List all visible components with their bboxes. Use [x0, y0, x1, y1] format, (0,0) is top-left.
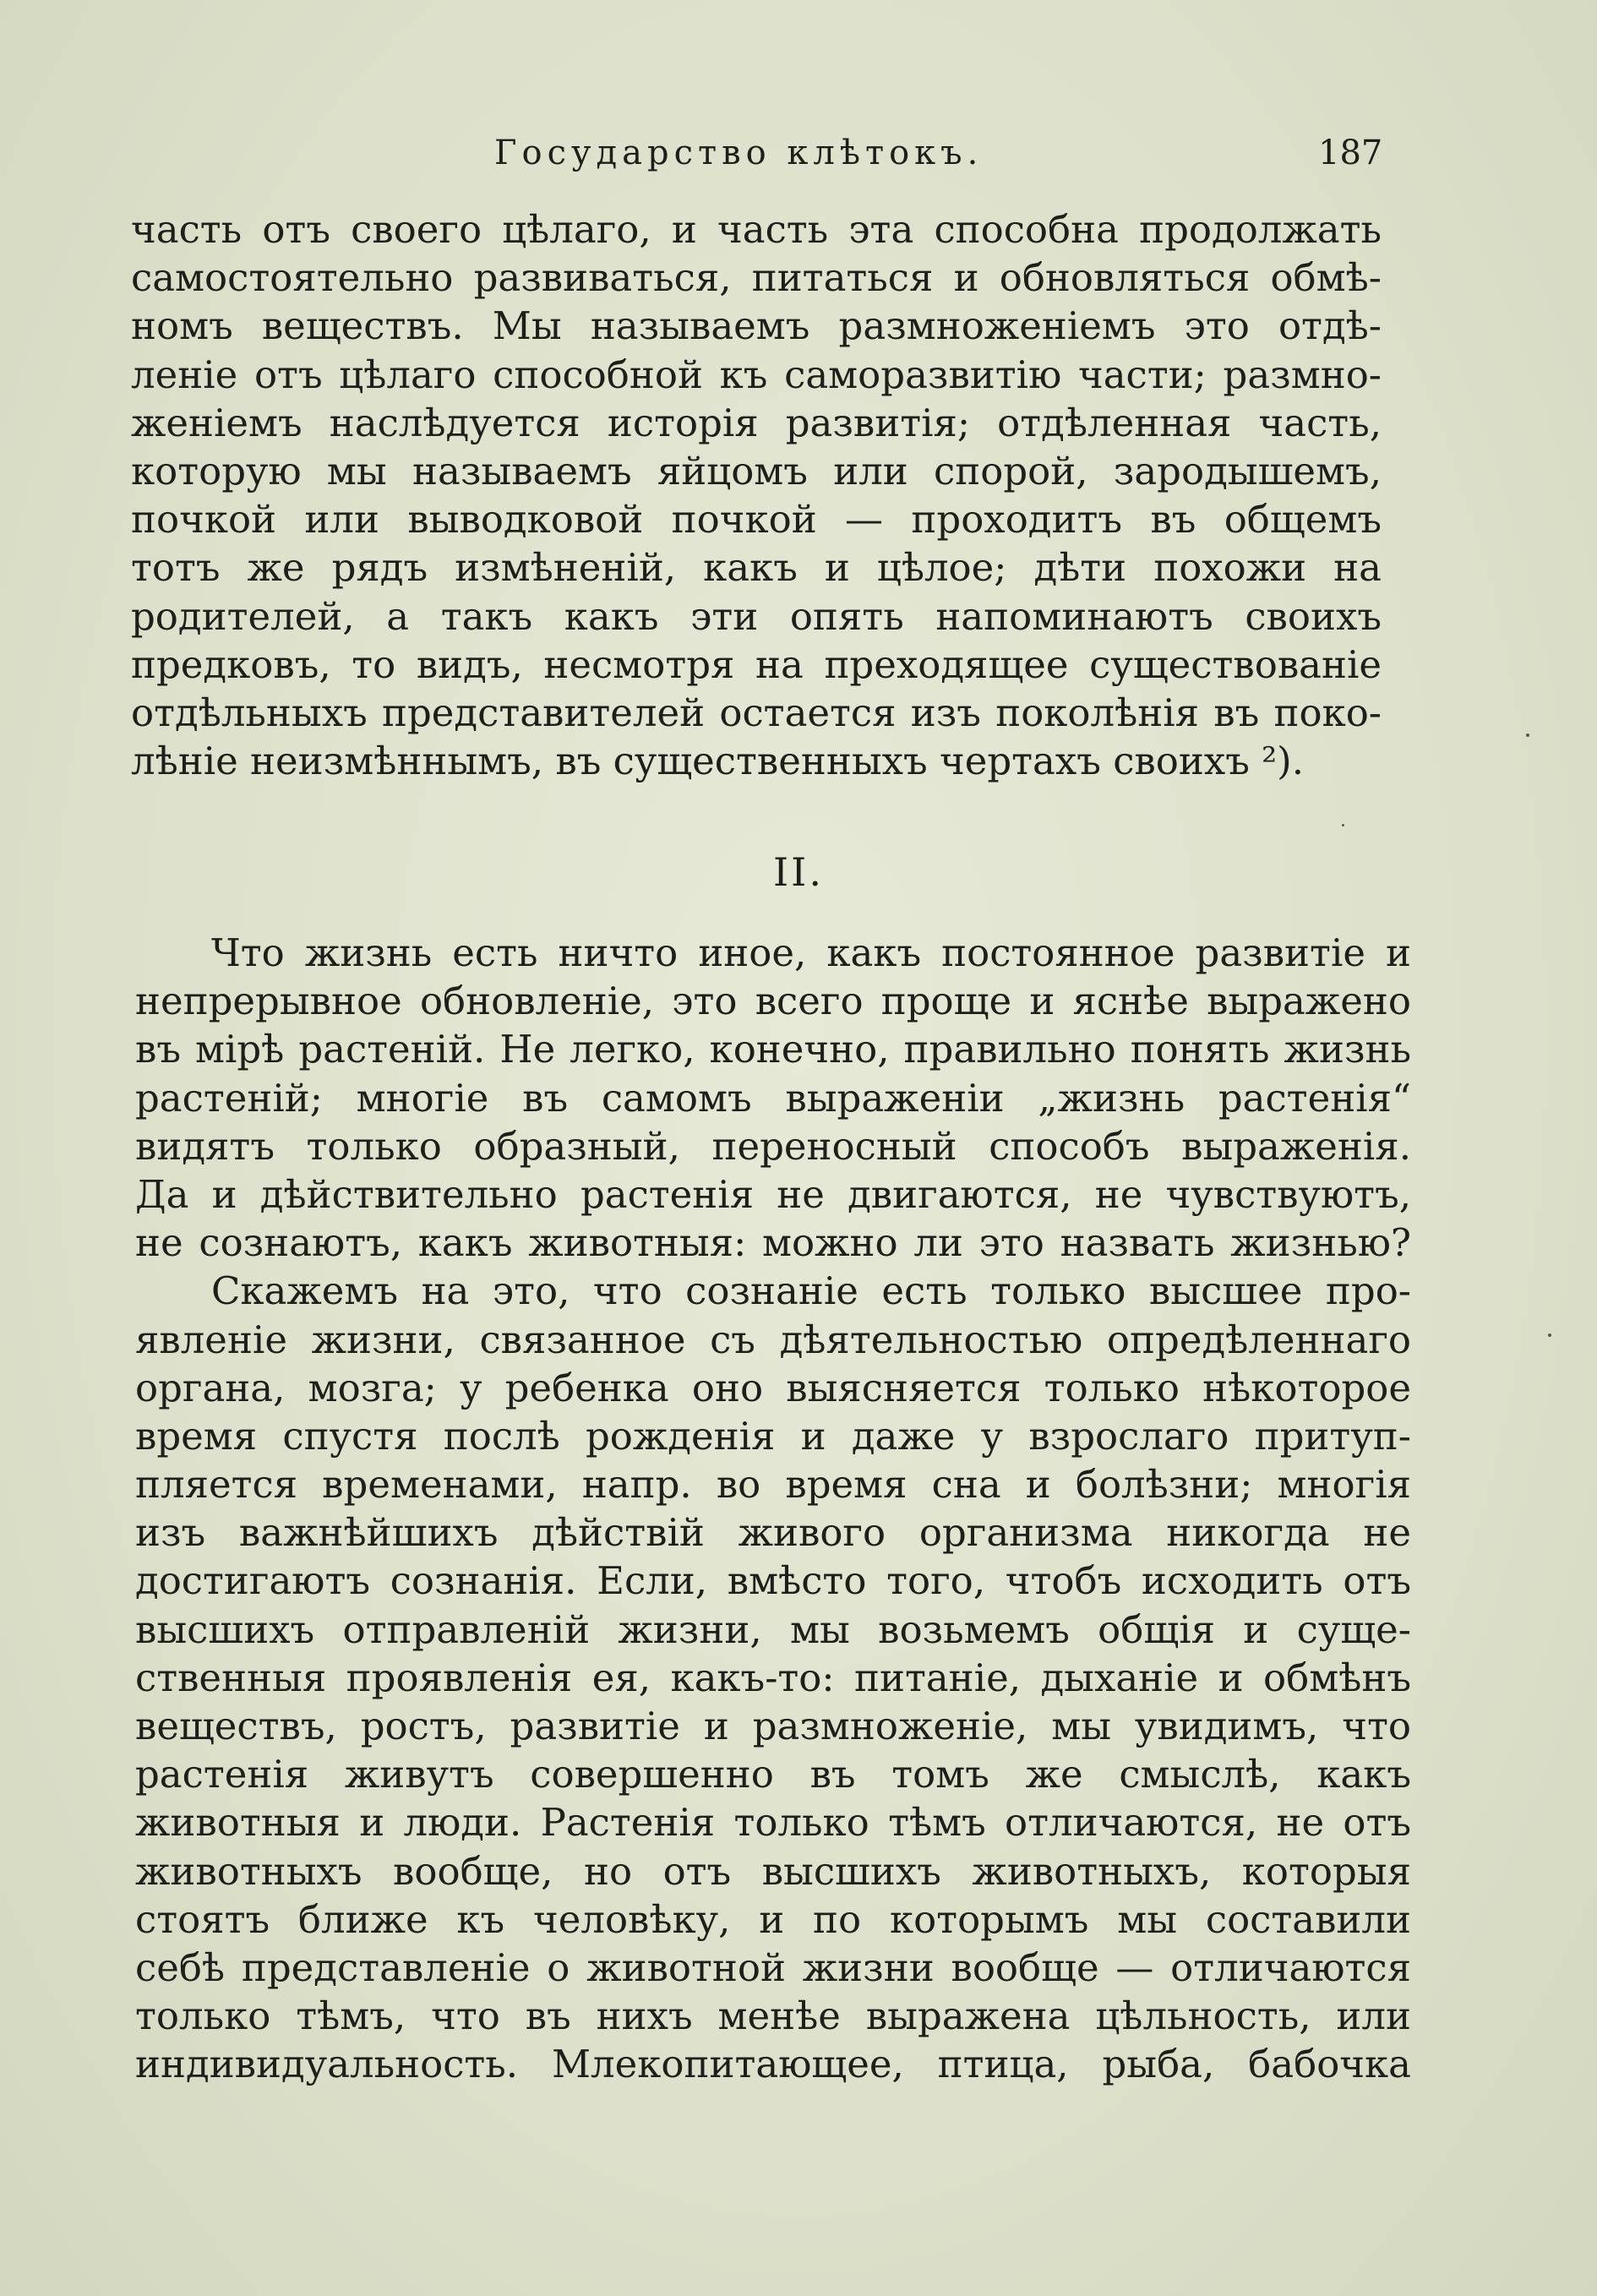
text-line: индивидуальность. Млекопитающее, птица, рыба, бабочка — [135, 2042, 1411, 2087]
text-line: которую мы называемъ яйцомъ или спорой, зародышемъ, — [131, 448, 1382, 494]
paper-speck — [1548, 1333, 1551, 1337]
text-line: веществъ, ростъ, развитіе и размноженіе, мы увидимъ, что — [135, 1704, 1411, 1748]
text-line: не сознаютъ, какъ животныя: можно ли это назвать жизнью? — [135, 1220, 1411, 1266]
running-title: Государство клѣтокъ. — [494, 134, 984, 172]
text-line: органа, мозга; у ребенка оно выясняется только нѣкоторое — [135, 1365, 1411, 1410]
text-line: родителей, а такъ какъ эти опять напоминаютъ своихъ — [131, 593, 1382, 639]
text-line: видятъ только образный, переносный способъ выраженія. — [135, 1123, 1411, 1169]
text-line: предковъ, то видъ, несмотря на преходящее существованіе — [131, 641, 1382, 687]
text-line: растенія живутъ совершенно въ томъ же смыслѣ, какъ — [135, 1752, 1411, 1797]
page-number: 187 — [1318, 134, 1383, 172]
text-line: непрерывное обновленіе, это всего проще и яснѣе выражено — [135, 979, 1411, 1024]
text-line: явленіе жизни, связанное съ дѣятельностью опредѣленнаго — [135, 1317, 1411, 1362]
text-line: въ мірѣ растеній. Не легко, конечно, правильно понять жизнь — [135, 1027, 1411, 1072]
text-line: Скажемъ на это, что сознаніе есть только высшее про- — [211, 1268, 1411, 1314]
text-line: Да и дѣйствительно растенія не двигаются, не чувствуютъ, — [135, 1171, 1411, 1217]
text-line: высшихъ отправленій жизни, мы возьмемъ общія и суще- — [135, 1606, 1411, 1652]
section-heading: II. — [773, 849, 824, 895]
text-line: лѣніе неизмѣннымъ, въ существенныхъ чертахъ своихъ ²). — [131, 739, 1305, 784]
text-line: животныя и люди. Растенія только тѣмъ отличаются, не отъ — [135, 1800, 1411, 1846]
text-line: достигаютъ сознанія. Если, вмѣсто того, чтобъ исходить отъ — [135, 1558, 1411, 1604]
text-line: леніе отъ цѣлаго способной къ саморазвитію части; размно- — [131, 352, 1382, 397]
text-line: время спустя послѣ рожденія и даже у взрослаго притуп- — [135, 1413, 1411, 1459]
text-line: женіемъ наслѣдуется исторія развитія; отдѣленная часть, — [131, 400, 1382, 445]
text-line: животныхъ вообще, но отъ высшихъ животныхъ, которыя — [135, 1848, 1411, 1894]
text-line: растеній; многіе въ самомъ выраженіи „жизнь растенія“ — [135, 1075, 1411, 1121]
text-line: отдѣльныхъ представителей остается изъ поколѣнія въ поко- — [131, 690, 1382, 735]
text-line: себѣ представленіе о животной жизни вообще — отличаются — [135, 1944, 1411, 1990]
paper-speck — [1342, 824, 1344, 826]
text-line: почкой или выводковой почкой — проходитъ въ общемъ — [131, 497, 1382, 543]
text-line: Что жизнь есть ничто иное, какъ постоянное развитіе и — [211, 930, 1411, 975]
text-line: часть отъ своего цѣлаго, и часть эта способна продолжать — [131, 207, 1382, 252]
paper-speck — [1526, 734, 1529, 737]
text-line: ственныя проявленія ея, какъ-то: питаніе, дыханіе и обмѣнъ — [135, 1655, 1411, 1700]
text-line: тотъ же рядъ измѣненій, какъ и цѣлое; дѣти похожи на — [131, 545, 1382, 591]
text-line: пляется временами, напр. во время сна и болѣзни; многія — [135, 1462, 1411, 1508]
section-body — [135, 929, 1411, 2089]
text-line: только тѣмъ, что въ нихъ менѣе выражена цѣльность, или — [135, 1993, 1411, 2039]
text-line: номъ веществъ. Мы называемъ размноженіемъ это отдѣ- — [131, 303, 1382, 349]
paragraph-continuation — [131, 205, 1382, 785]
text-line: самостоятельно развиваться, питаться и обновляться обмѣ- — [131, 255, 1382, 301]
text-line: стоятъ ближе къ человѣку, и по которымъ мы составили — [135, 1896, 1411, 1942]
text-line: изъ важнѣйшихъ дѣйствій живого организма никогда не — [135, 1510, 1411, 1556]
